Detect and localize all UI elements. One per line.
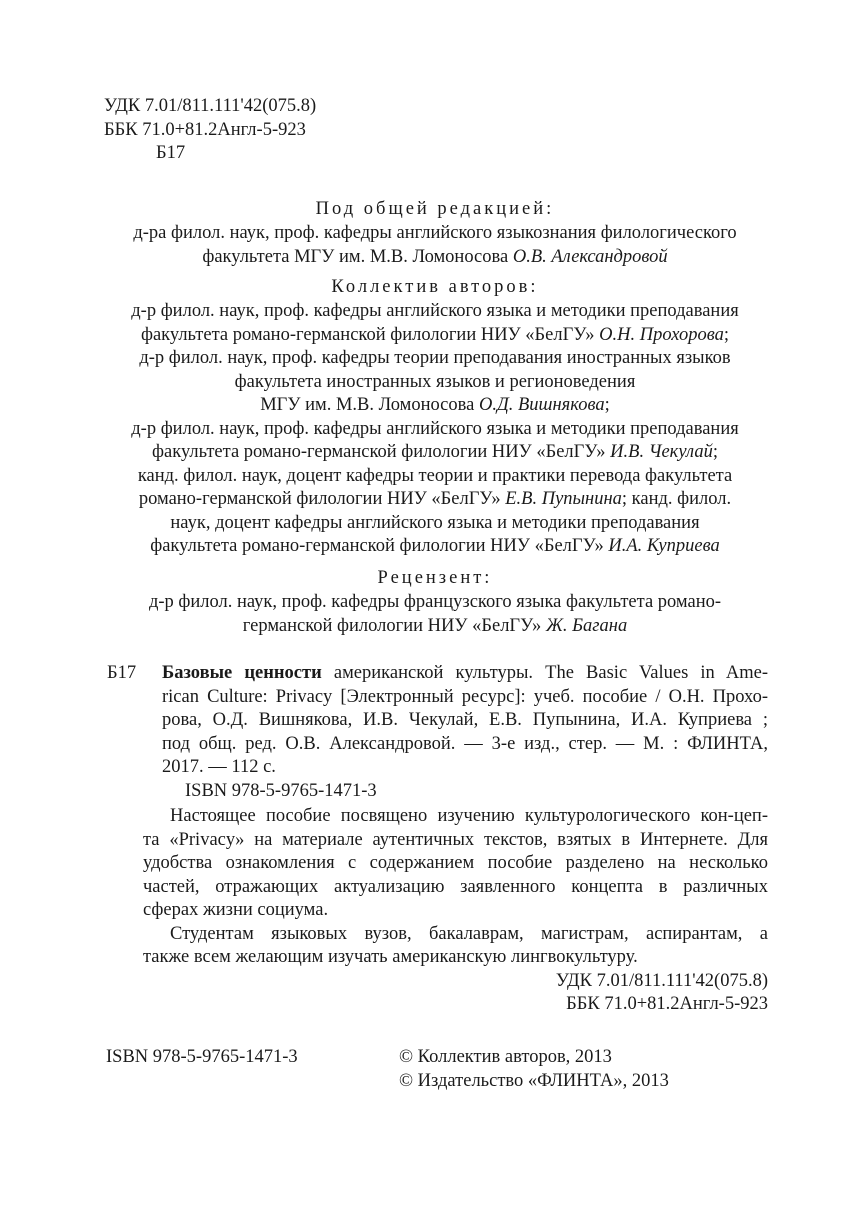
copyright-publisher: © Издательство «ФЛИНТА», 2013 xyxy=(399,1071,669,1091)
bbk-label: ББК xyxy=(104,119,138,140)
udk-value: 7.01/811.111'42(075.8) xyxy=(144,96,317,116)
abstract-udk: УДК 7.01/811.111'42(075.8) xyxy=(555,970,768,991)
author-2-line-1: д-р филол. наук, проф. кафедры теории преподавания иностранных языков xyxy=(139,348,731,368)
bbk-row xyxy=(104,119,316,143)
reviewer-affil: германской филологии НИУ «БелГУ» xyxy=(242,615,546,636)
biblio-tag: Б17 xyxy=(107,663,137,683)
author-1-line-2 xyxy=(80,324,790,348)
author-3-line-1: д-р филол. наук, проф. кафедры английского языка и методики преподавания xyxy=(131,418,739,439)
biblio-line-1 xyxy=(107,662,768,686)
abstract-p1-line-1: Настоящее пособие посвящено изучению культурологического кон-цеп- xyxy=(170,806,768,826)
author-4-line-2 xyxy=(80,488,790,512)
author-5-line-1: наук, доцент кафедры английского языка и методики преподавания xyxy=(170,512,700,533)
editor-line-2 xyxy=(80,246,790,270)
author-2-name: О.Д. Вишнякова xyxy=(478,395,605,415)
author-2-line-3 xyxy=(80,394,790,418)
classification-codes xyxy=(104,95,316,166)
author-2-end: ; xyxy=(604,395,610,415)
reviewer-line-2 xyxy=(80,615,790,639)
author-1-end: ; xyxy=(723,324,730,345)
bbk-value: 71.0+81.2Англ-5-923 xyxy=(142,119,306,140)
abstract-bbk: ББК 71.0+81.2Англ-5-923 xyxy=(566,994,768,1014)
abstract-p1-line-3: удобства ознакомления с содержанием пособие разделено на несколько xyxy=(143,853,768,873)
author-1-line-1: д-р филол. наук, проф. кафедры английского языка и методики преподавания xyxy=(131,301,739,321)
abstract-p2-line-1: Студентам языковых вузов, бакалаврам, магистрам, аспирантам, а xyxy=(170,923,768,944)
author-1-name: О.Н. Прохорова xyxy=(599,324,724,345)
author-3-affil: факультета романо-германской филологии НИУ «БелГУ» xyxy=(152,442,611,462)
author-4-end: ; канд. филол. xyxy=(621,489,732,509)
author-5-name: И.А. Куприева xyxy=(608,536,720,556)
author-3-name: И.В. Чекулай xyxy=(610,442,713,462)
authors-section xyxy=(80,276,790,559)
biblio-isbn: ISBN 978-5-9765-1471-3 xyxy=(185,780,377,801)
author-2-affil: МГУ им. М.В. Ломоносова xyxy=(260,395,479,415)
author-4-line-1: канд. филол. наук, доцент кафедры теории и практики перевода факультета xyxy=(137,465,733,486)
biblio-line-3: рова, О.Д. Вишнякова, И.В. Чекулай, Е.В. Пупынина, И.А. Куприева ; xyxy=(162,710,768,730)
author-4-affil: романо-германской филологии НИУ «БелГУ» xyxy=(138,489,506,509)
editor-line-2-text: факультета МГУ им. М.В. Ломоносова xyxy=(202,246,513,267)
biblio-line-5: 2017. — 112 с. xyxy=(162,757,276,777)
author-3-line-2 xyxy=(80,441,790,465)
abstract-p2-line-2: также всем желающим изучать американскую лингвокультуру. xyxy=(143,947,638,967)
biblio-title: Базовые ценности xyxy=(162,663,322,683)
author-5-line-2 xyxy=(80,535,790,559)
author-4-name: Е.В. Пупынина xyxy=(505,489,622,509)
reviewer-line-1: д-р филол. наук, проф. кафедры французского языка факультета романо- xyxy=(148,592,722,612)
footer-isbn: ISBN 978-5-9765-1471-3 xyxy=(106,1047,298,1067)
bibliographic-record xyxy=(107,662,768,803)
author-5-affil: факультета романо-германской филологии НИУ «БелГУ» xyxy=(150,536,609,556)
biblio-line-1-rest: американской культуры. The Basic Values in Ame- xyxy=(321,663,769,683)
biblio-line-4: под общ. ред. О.В. Александровой. — 3-е изд., стер. — М. : ФЛИНТА, xyxy=(162,733,768,754)
abstract-p1-line-5: сферах жизни социума. xyxy=(143,900,329,920)
abstract xyxy=(143,805,768,1017)
copyright-authors: © Коллектив авторов, 2013 xyxy=(399,1047,612,1067)
editor-line-1: д-ра филол. наук, проф. кафедры английского языкознания филологического xyxy=(133,223,737,243)
udk-label: УДК xyxy=(104,96,141,116)
author-1-affil: факультета романо-германской филологии НИУ «БелГУ» xyxy=(140,324,600,345)
editor-section xyxy=(80,198,790,269)
reviewer-section xyxy=(80,567,790,638)
abstract-p1-line-4: частей, отражающих актуализацию заявленного концепта в различных xyxy=(143,876,768,897)
udk-row xyxy=(104,95,316,119)
editor-heading: Под общей редакцией: xyxy=(315,199,555,219)
author-sign: Б17 xyxy=(156,143,186,163)
authors-heading: Коллектив авторов: xyxy=(331,277,539,297)
reviewer-name: Ж. Багана xyxy=(545,615,628,636)
editor-name: О.В. Александровой xyxy=(512,246,668,267)
biblio-line-2: rican Culture: Privacy [Электронный ресурс]: учеб. пособие / О.Н. Прохо- xyxy=(162,686,768,707)
author-3-end: ; xyxy=(712,442,718,462)
footer-copyright xyxy=(399,1046,669,1094)
abstract-p1-line-2: та «Privacy» на материале аутентичных текстов, взятых в Интернете. Для xyxy=(143,829,768,850)
author-2-line-2: факультета иностранных языков и регионоведения xyxy=(234,371,636,392)
reviewer-heading: Рецензент: xyxy=(377,568,493,588)
